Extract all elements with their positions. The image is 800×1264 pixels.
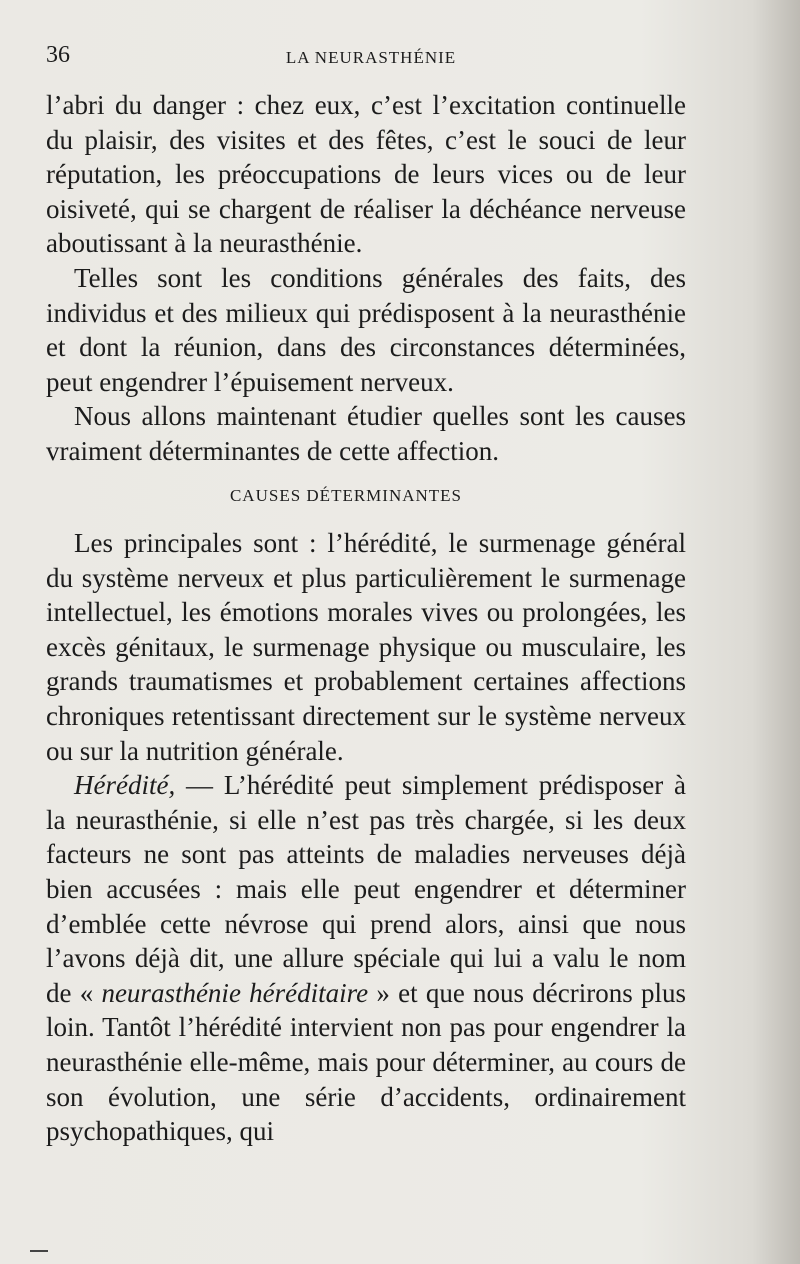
- paragraph-3: Nous allons maintenant étudier quelles sont les causes vraiment déterminantes de cette affection.: [46, 401, 686, 466]
- text-block-bottom: [46, 526, 686, 1149]
- page-header: [46, 42, 696, 74]
- paragraph-5: [46, 768, 686, 1149]
- paragraph-4: Les principales sont : l’hérédité, le surmenage général du système nerveux et plus particulièrement le surmenage intellectuel, les émotions morales vives ou prolongées, les excès génitaux, le surmenage physique ou musculaire, les grands traumatismes et probablement certaines affections chroniques retentissant directement sur le système nerveux ou sur la nutrition générale.: [46, 528, 686, 766]
- paragraph-2: Telles sont les conditions générales des faits, des individus et des milieux qui prédisposent à la neurasthénie et dont la réunion, dans des circonstances déterminées, peut engendrer l’épuisement nerveux.: [46, 262, 686, 397]
- page-number: 36: [46, 42, 70, 68]
- paragraph-5-text-b: » et que nous décrirons plus loin. Tantôt l’hérédité intervient non pas pour engendrer la neurasthénie elle-même, mais pour déterminer, au cours de son évolution, une série d’accidents, ordinairement psychopathiques, qui: [46, 977, 686, 1147]
- page-mark: [30, 1250, 48, 1252]
- paragraph-1: l’abri du danger : chez eux, c’est l’excitation continuelle du plaisir, des visites et des fêtes, c’est le souci de leur réputation, les préoccupations de leurs vices ou de leur oisiveté, qui se chargent de réaliser la déchéance nerveuse aboutissant à la neurasthénie.: [46, 90, 686, 259]
- running-title: LA NEURASTHÉNIE: [285, 48, 457, 67]
- section-heading: CAUSES DÉTERMINANTES: [229, 486, 463, 505]
- text-block-top: [46, 88, 686, 469]
- paragraph-5-term: neurasthénie héréditaire: [101, 977, 369, 1008]
- paragraph-5-label: Hérédité,: [74, 770, 176, 801]
- paragraph-5-text-a: — L’hérédité peut simplement prédisposer à la neurasthénie, si elle n’est pas très chargée, si les deux facteurs ne sont pas atteints de maladies nerveuses déjà bien accusées : mais elle peut engendrer et déterminer d’emblée cette névrose qui prend alors, ainsi que nous l’avons déjà dit, une allure spéciale qui lui a valu le nom de «: [46, 770, 686, 1008]
